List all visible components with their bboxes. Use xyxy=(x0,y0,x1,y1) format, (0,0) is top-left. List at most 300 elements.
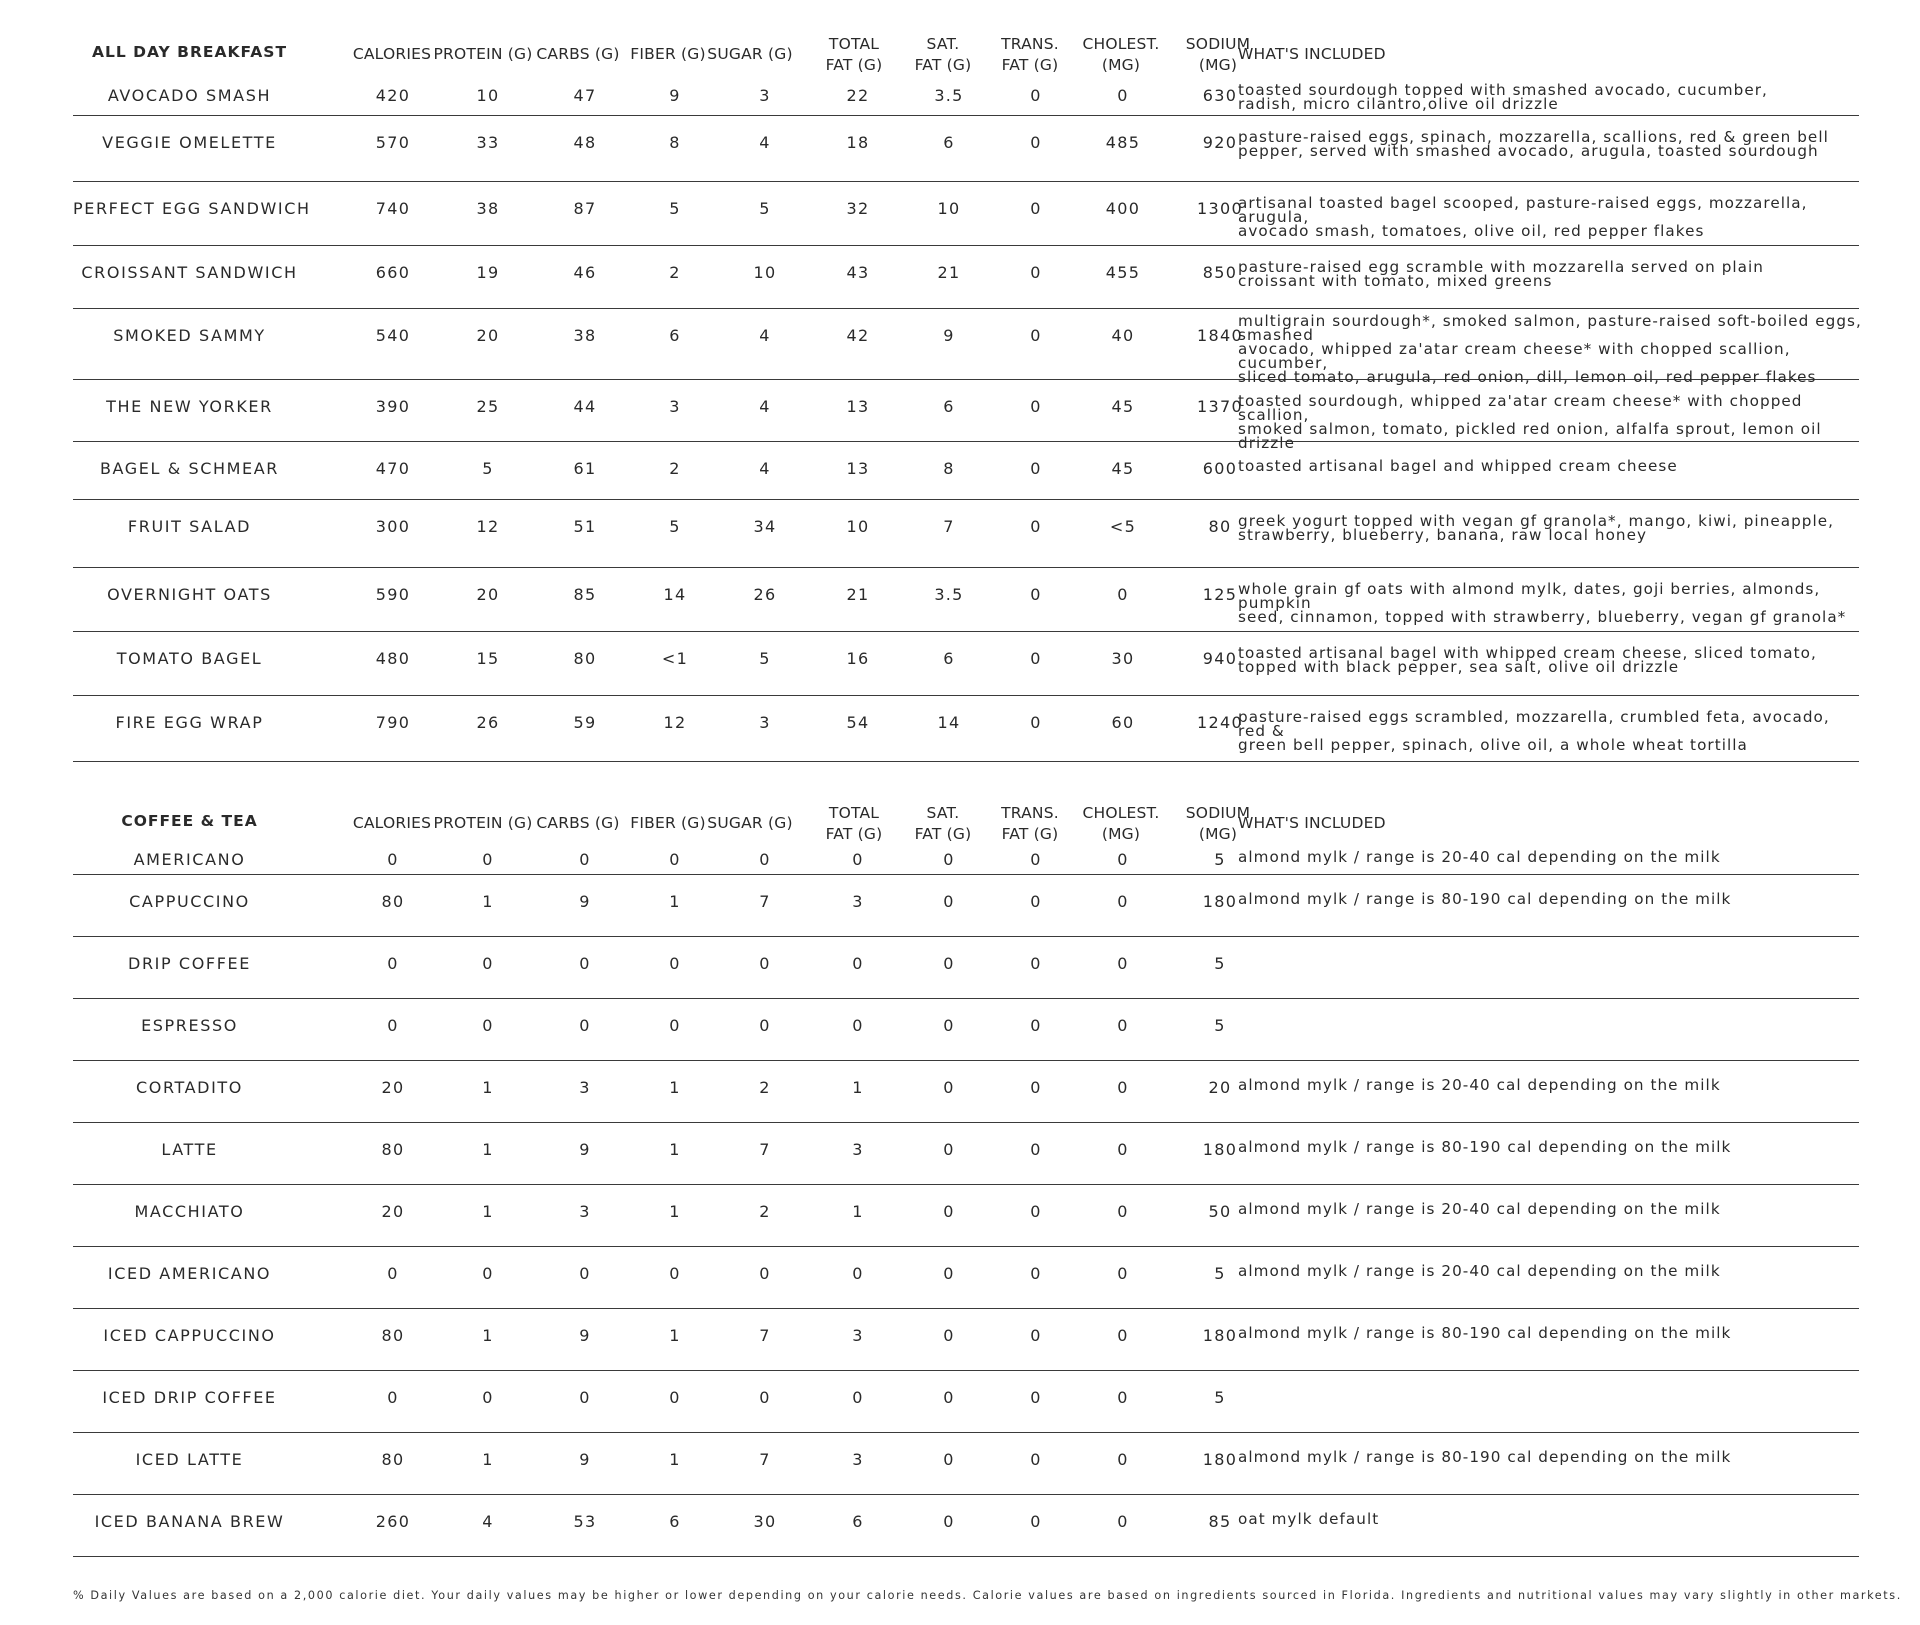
cell-fiber: 8 xyxy=(669,133,681,152)
column-header-line: (MG) xyxy=(1101,825,1141,843)
cell-protein: 0 xyxy=(482,1388,494,1407)
cell-sodium: 50 xyxy=(1208,1202,1232,1221)
cell-sodium: 920 xyxy=(1202,133,1238,152)
cell-fat: 0 xyxy=(852,1264,864,1283)
cell-sodium: 5 xyxy=(1214,1388,1226,1407)
cell-sat: 0 xyxy=(943,1450,955,1469)
item-name: TOMATO BAGEL xyxy=(116,649,263,668)
description-line: toasted sourdough topped with smashed avocado, cucumber, xyxy=(1238,81,1768,99)
item-name: ICED DRIP COFFEE xyxy=(102,1388,277,1407)
cell-protein: 0 xyxy=(482,954,494,973)
description-line: artisanal toasted bagel scooped, pasture-raised eggs, mozzarella, arugula, xyxy=(1238,194,1808,226)
cell-fiber: 5 xyxy=(669,199,681,218)
cell-sodium: 1840 xyxy=(1197,326,1243,345)
cell-sodium: 125 xyxy=(1202,585,1238,604)
column-header-line: (MG) xyxy=(1198,825,1238,843)
cell-sat: 0 xyxy=(943,1202,955,1221)
cell-fat: 21 xyxy=(846,585,870,604)
cell-sodium: 1240 xyxy=(1197,713,1243,732)
cell-sodium: 1300 xyxy=(1197,199,1243,218)
cell-cal: 740 xyxy=(375,199,411,218)
cell-trans: 0 xyxy=(1030,1016,1042,1035)
cell-sodium: 80 xyxy=(1208,517,1232,536)
cell-chol: 0 xyxy=(1117,1264,1129,1283)
item-name: FIRE EGG WRAP xyxy=(115,713,264,732)
cell-chol: 485 xyxy=(1105,133,1141,152)
cell-cal: 20 xyxy=(381,1078,405,1097)
cell-sodium: 85 xyxy=(1208,1512,1232,1531)
table-row xyxy=(73,1060,1859,1123)
cell-sodium: 5 xyxy=(1214,954,1226,973)
cell-protein: 19 xyxy=(476,263,500,282)
cell-protein: 20 xyxy=(476,326,500,345)
cell-sodium: 180 xyxy=(1202,1140,1238,1159)
cell-cal: 390 xyxy=(375,397,411,416)
cell-fat: 32 xyxy=(846,199,870,218)
description-line: almond mylk / range is 20-40 cal depending on the milk xyxy=(1238,848,1721,866)
table-row xyxy=(73,72,1859,116)
description-line: topped with black pepper, sea salt, olive oil drizzle xyxy=(1238,658,1680,676)
cell-carbs: 87 xyxy=(573,199,597,218)
table-row xyxy=(73,181,1859,246)
item-description xyxy=(1238,710,1863,752)
description-line: almond mylk / range is 80-190 cal depending on the milk xyxy=(1238,1448,1732,1466)
cell-fat: 1 xyxy=(852,1202,864,1221)
cell-sugar: 0 xyxy=(759,1264,771,1283)
cell-sat: 10 xyxy=(937,199,961,218)
cell-sat: 0 xyxy=(943,850,955,869)
table-row xyxy=(73,115,1859,182)
description-line: almond mylk / range is 80-190 cal depending on the milk xyxy=(1238,1324,1732,1342)
cell-sodium: 630 xyxy=(1202,86,1238,105)
description-line: croissant with tomato, mixed greens xyxy=(1238,272,1553,290)
cell-cal: 480 xyxy=(375,649,411,668)
cell-trans: 0 xyxy=(1030,649,1042,668)
column-header-fiber: FIBER (G) xyxy=(630,814,706,832)
cell-chol: 0 xyxy=(1117,1450,1129,1469)
column-header-line: FAT (G) xyxy=(825,825,883,843)
cell-carbs: 44 xyxy=(573,397,597,416)
cell-chol: 45 xyxy=(1111,459,1135,478)
section-title: ALL DAY BREAKFAST xyxy=(91,43,288,61)
cell-sat: 3.5 xyxy=(934,585,964,604)
cell-fiber: 2 xyxy=(669,263,681,282)
description-line: whole grain gf oats with almond mylk, dates, goji berries, almonds, pumpkin xyxy=(1238,580,1821,612)
item-name: LATTE xyxy=(161,1140,218,1159)
cell-sat: 7 xyxy=(943,517,955,536)
cell-trans: 0 xyxy=(1030,1388,1042,1407)
cell-carbs: 85 xyxy=(573,585,597,604)
table-row xyxy=(73,1370,1859,1433)
cell-trans: 0 xyxy=(1030,1326,1042,1345)
item-description xyxy=(1238,1326,1863,1340)
cell-fiber: 1 xyxy=(669,1078,681,1097)
cell-carbs: 80 xyxy=(573,649,597,668)
cell-protein: 26 xyxy=(476,713,500,732)
cell-fiber: 6 xyxy=(669,1512,681,1531)
cell-fiber: 1 xyxy=(669,892,681,911)
description-line: oat mylk default xyxy=(1238,1510,1380,1528)
table-row xyxy=(73,1432,1859,1495)
cell-sat: 0 xyxy=(943,1078,955,1097)
cell-sugar: 5 xyxy=(759,199,771,218)
cell-protein: 38 xyxy=(476,199,500,218)
description-line: avocado, whipped za'atar cream cheese* with chopped scallion, cucumber, xyxy=(1238,340,1791,372)
description-line: almond mylk / range is 80-190 cal depending on the milk xyxy=(1238,890,1732,908)
cell-sat: 0 xyxy=(943,1264,955,1283)
cell-sat: 14 xyxy=(937,713,961,732)
cell-cal: 20 xyxy=(381,1202,405,1221)
column-header-carbs: CARBS (G) xyxy=(536,45,620,63)
item-name: BAGEL & SCHMEAR xyxy=(99,459,280,478)
cell-sat: 0 xyxy=(943,954,955,973)
table-row xyxy=(73,1246,1859,1309)
cell-cal: 790 xyxy=(375,713,411,732)
cell-fiber: 3 xyxy=(669,397,681,416)
item-name: CROISSANT SANDWICH xyxy=(81,263,298,282)
cell-sodium: 5 xyxy=(1214,850,1226,869)
cell-fat: 3 xyxy=(852,1326,864,1345)
column-header-line: SODIUM xyxy=(1185,35,1251,53)
cell-fat: 16 xyxy=(846,649,870,668)
description-line: avocado smash, tomatoes, olive oil, red pepper flakes xyxy=(1238,222,1705,240)
cell-chol: 455 xyxy=(1105,263,1141,282)
cell-sugar: 4 xyxy=(759,133,771,152)
cell-fat: 54 xyxy=(846,713,870,732)
item-name: MACCHIATO xyxy=(134,1202,245,1221)
item-description xyxy=(1238,314,1863,384)
column-header-line: CHOLEST. xyxy=(1082,804,1160,822)
cell-fiber: <1 xyxy=(661,649,689,668)
cell-carbs: 0 xyxy=(579,1388,591,1407)
cell-fat: 6 xyxy=(852,1512,864,1531)
cell-cal: 0 xyxy=(387,1388,399,1407)
cell-trans: 0 xyxy=(1030,326,1042,345)
cell-protein: 1 xyxy=(482,1202,494,1221)
cell-fat: 43 xyxy=(846,263,870,282)
item-name: AMERICANO xyxy=(133,850,246,869)
cell-cal: 420 xyxy=(375,86,411,105)
cell-sugar: 7 xyxy=(759,1326,771,1345)
cell-fat: 13 xyxy=(846,459,870,478)
cell-cal: 570 xyxy=(375,133,411,152)
item-description xyxy=(1238,1264,1863,1278)
cell-sodium: 1370 xyxy=(1197,397,1243,416)
column-header-line: FAT (G) xyxy=(914,825,972,843)
cell-fiber: 0 xyxy=(669,850,681,869)
cell-trans: 0 xyxy=(1030,199,1042,218)
cell-sugar: 10 xyxy=(753,263,777,282)
cell-chol: 60 xyxy=(1111,713,1135,732)
column-header-calories: CALORIES xyxy=(352,814,432,832)
cell-fat: 3 xyxy=(852,892,864,911)
item-name: ICED LATTE xyxy=(135,1450,244,1469)
description-line: seed, cinnamon, topped with strawberry, blueberry, vegan gf granola* xyxy=(1238,608,1847,626)
cell-sugar: 4 xyxy=(759,326,771,345)
cell-sat: 6 xyxy=(943,397,955,416)
cell-protein: 1 xyxy=(482,892,494,911)
cell-sodium: 940 xyxy=(1202,649,1238,668)
table-row xyxy=(73,499,1859,568)
table-row xyxy=(73,841,1859,875)
cell-sugar: 7 xyxy=(759,892,771,911)
table-row xyxy=(73,1122,1859,1185)
cell-sugar: 2 xyxy=(759,1078,771,1097)
cell-chol: 30 xyxy=(1111,649,1135,668)
cell-protein: 12 xyxy=(476,517,500,536)
cell-carbs: 3 xyxy=(579,1202,591,1221)
column-header-sat-fat xyxy=(893,803,993,845)
item-name: CORTADITO xyxy=(135,1078,243,1097)
item-name: PERFECT EGG SANDWICH xyxy=(73,199,311,218)
column-header-line: FAT (G) xyxy=(825,56,883,74)
cell-fat: 10 xyxy=(846,517,870,536)
cell-carbs: 9 xyxy=(579,1326,591,1345)
cell-chol: 0 xyxy=(1117,954,1129,973)
cell-cal: 80 xyxy=(381,1326,405,1345)
item-description xyxy=(1238,1202,1863,1216)
cell-chol: 0 xyxy=(1117,1512,1129,1531)
description-line: multigrain sourdough*, smoked salmon, pasture-raised soft-boiled eggs, smashed xyxy=(1238,312,1862,344)
cell-chol: 0 xyxy=(1117,1202,1129,1221)
cell-sugar: 34 xyxy=(753,517,777,536)
column-header-fiber: FIBER (G) xyxy=(630,45,706,63)
cell-fat: 3 xyxy=(852,1450,864,1469)
cell-trans: 0 xyxy=(1030,1450,1042,1469)
cell-protein: 0 xyxy=(482,850,494,869)
item-description xyxy=(1238,1512,1863,1526)
table-row xyxy=(73,936,1859,999)
description-line: green bell pepper, spinach, olive oil, a whole wheat tortilla xyxy=(1238,736,1748,754)
cell-carbs: 47 xyxy=(573,86,597,105)
description-line: toasted sourdough, whipped za'atar cream cheese* with chopped scallion, xyxy=(1238,392,1803,424)
cell-sugar: 30 xyxy=(753,1512,777,1531)
cell-trans: 0 xyxy=(1030,459,1042,478)
cell-fiber: 6 xyxy=(669,326,681,345)
column-header-calories: CALORIES xyxy=(352,45,432,63)
cell-chol: 0 xyxy=(1117,86,1129,105)
cell-sugar: 0 xyxy=(759,1388,771,1407)
cell-cal: 260 xyxy=(375,1512,411,1531)
cell-protein: 25 xyxy=(476,397,500,416)
cell-protein: 5 xyxy=(482,459,494,478)
cell-sat: 0 xyxy=(943,892,955,911)
cell-protein: 0 xyxy=(482,1016,494,1035)
cell-sugar: 3 xyxy=(759,713,771,732)
cell-fiber: 0 xyxy=(669,1264,681,1283)
column-header-line: CHOLEST. xyxy=(1082,35,1160,53)
item-description xyxy=(1238,130,1863,158)
cell-protein: 33 xyxy=(476,133,500,152)
table-row xyxy=(73,441,1859,500)
cell-chol: 45 xyxy=(1111,397,1135,416)
cell-protein: 1 xyxy=(482,1326,494,1345)
cell-fat: 13 xyxy=(846,397,870,416)
cell-trans: 0 xyxy=(1030,397,1042,416)
item-name: ICED AMERICANO xyxy=(107,1264,272,1283)
column-header-line: SAT. xyxy=(926,804,960,822)
cell-fat: 42 xyxy=(846,326,870,345)
cell-sat: 0 xyxy=(943,1388,955,1407)
cell-carbs: 46 xyxy=(573,263,597,282)
cell-fat: 0 xyxy=(852,850,864,869)
cell-fat: 0 xyxy=(852,1388,864,1407)
cell-sugar: 5 xyxy=(759,649,771,668)
cell-sat: 3.5 xyxy=(934,86,964,105)
item-name: OVERNIGHT OATS xyxy=(107,585,272,604)
cell-sugar: 4 xyxy=(759,397,771,416)
item-description xyxy=(1238,1140,1863,1154)
cell-carbs: 0 xyxy=(579,1016,591,1035)
item-name: VEGGIE OMELETTE xyxy=(102,133,277,152)
description-line: pasture-raised eggs scrambled, mozzarella, crumbled feta, avocado, red & xyxy=(1238,708,1830,740)
cell-fat: 0 xyxy=(852,954,864,973)
cell-trans: 0 xyxy=(1030,86,1042,105)
cell-carbs: 51 xyxy=(573,517,597,536)
cell-carbs: 53 xyxy=(573,1512,597,1531)
description-line: pasture-raised egg scramble with mozzarella served on plain xyxy=(1238,258,1764,276)
column-header-sat-fat xyxy=(893,34,993,76)
cell-carbs: 9 xyxy=(579,1140,591,1159)
item-name: CAPPUCCINO xyxy=(129,892,250,911)
cell-trans: 0 xyxy=(1030,1512,1042,1531)
cell-cal: 660 xyxy=(375,263,411,282)
cell-sat: 8 xyxy=(943,459,955,478)
item-description xyxy=(1238,850,1863,864)
description-line: toasted artisanal bagel with whipped cream cheese, sliced tomato, xyxy=(1238,644,1817,662)
cell-carbs: 0 xyxy=(579,954,591,973)
cell-sugar: 3 xyxy=(759,86,771,105)
description-line: almond mylk / range is 20-40 cal depending on the milk xyxy=(1238,1262,1721,1280)
cell-trans: 0 xyxy=(1030,263,1042,282)
cell-trans: 0 xyxy=(1030,1140,1042,1159)
cell-sugar: 7 xyxy=(759,1450,771,1469)
item-description xyxy=(1238,892,1863,906)
cell-sugar: 0 xyxy=(759,954,771,973)
section-title: COFFEE & TEA xyxy=(121,812,258,830)
cell-sat: 9 xyxy=(943,326,955,345)
column-header-line: (MG) xyxy=(1101,56,1141,74)
cell-sodium: 180 xyxy=(1202,1450,1238,1469)
column-header-cholest xyxy=(1066,34,1176,76)
cell-trans: 0 xyxy=(1030,892,1042,911)
cell-sugar: 4 xyxy=(759,459,771,478)
cell-sat: 21 xyxy=(937,263,961,282)
cell-fiber: 5 xyxy=(669,517,681,536)
cell-fiber: 1 xyxy=(669,1326,681,1345)
column-header-line: FAT (G) xyxy=(1001,56,1059,74)
description-line: toasted artisanal bagel and whipped cream cheese xyxy=(1238,457,1678,475)
cell-sat: 0 xyxy=(943,1140,955,1159)
column-header-line: TOTAL xyxy=(828,35,880,53)
cell-cal: 300 xyxy=(375,517,411,536)
cell-trans: 0 xyxy=(1030,133,1042,152)
cell-fiber: 14 xyxy=(663,585,687,604)
column-header-carbs: CARBS (G) xyxy=(536,814,620,832)
cell-sat: 0 xyxy=(943,1016,955,1035)
column-header-line: TRANS. xyxy=(1001,35,1059,53)
cell-sodium: 20 xyxy=(1208,1078,1232,1097)
cell-chol: 0 xyxy=(1117,850,1129,869)
cell-fat: 22 xyxy=(846,86,870,105)
cell-sugar: 2 xyxy=(759,1202,771,1221)
cell-sat: 6 xyxy=(943,133,955,152)
column-header-line: (MG) xyxy=(1198,56,1238,74)
table-row xyxy=(73,1184,1859,1247)
cell-cal: 590 xyxy=(375,585,411,604)
column-header-protein: PROTEIN (G) xyxy=(433,814,533,832)
column-header-sugar: SUGAR (G) xyxy=(707,45,793,63)
description-line: almond mylk / range is 20-40 cal depending on the milk xyxy=(1238,1076,1721,1094)
column-header-included: WHAT'S INCLUDED xyxy=(1238,45,1386,63)
description-line: sliced tomato, arugula, red onion, dill, lemon oil, red pepper flakes xyxy=(1238,368,1817,386)
cell-cal: 540 xyxy=(375,326,411,345)
cell-carbs: 61 xyxy=(573,459,597,478)
cell-fiber: 1 xyxy=(669,1450,681,1469)
column-header-trans-fat xyxy=(980,803,1080,845)
description-line: strawberry, blueberry, banana, raw local honey xyxy=(1238,526,1648,544)
column-header-line: FAT (G) xyxy=(914,56,972,74)
cell-fiber: 2 xyxy=(669,459,681,478)
cell-sugar: 7 xyxy=(759,1140,771,1159)
cell-carbs: 0 xyxy=(579,850,591,869)
cell-cal: 470 xyxy=(375,459,411,478)
item-description xyxy=(1238,582,1863,624)
item-description xyxy=(1238,646,1863,674)
cell-chol: 0 xyxy=(1117,1326,1129,1345)
column-header-line: SAT. xyxy=(926,35,960,53)
cell-cal: 0 xyxy=(387,1016,399,1035)
item-description xyxy=(1238,83,1863,111)
item-name: SMOKED SAMMY xyxy=(113,326,266,345)
description-line: smoked salmon, tomato, pickled red onion, alfalfa sprout, lemon oil drizzle xyxy=(1238,420,1822,452)
cell-protein: 1 xyxy=(482,1140,494,1159)
cell-chol: 0 xyxy=(1117,1016,1129,1035)
cell-cal: 80 xyxy=(381,1140,405,1159)
column-header-line: TRANS. xyxy=(1001,804,1059,822)
column-header-line: TOTAL xyxy=(828,804,880,822)
cell-fat: 3 xyxy=(852,1140,864,1159)
cell-sugar: 0 xyxy=(759,850,771,869)
cell-sat: 0 xyxy=(943,1326,955,1345)
cell-protein: 20 xyxy=(476,585,500,604)
cell-sodium: 180 xyxy=(1202,1326,1238,1345)
cell-sat: 0 xyxy=(943,1512,955,1531)
cell-carbs: 38 xyxy=(573,326,597,345)
cell-fiber: 12 xyxy=(663,713,687,732)
cell-chol: 0 xyxy=(1117,1078,1129,1097)
cell-trans: 0 xyxy=(1030,850,1042,869)
item-name: ESPRESSO xyxy=(141,1016,238,1035)
cell-sodium: 5 xyxy=(1214,1016,1226,1035)
cell-sat: 6 xyxy=(943,649,955,668)
column-header-line: SODIUM xyxy=(1185,804,1251,822)
cell-trans: 0 xyxy=(1030,517,1042,536)
cell-chol: 400 xyxy=(1105,199,1141,218)
description-line: radish, micro cilantro,olive oil drizzle xyxy=(1238,95,1559,113)
table-row xyxy=(73,874,1859,937)
cell-protein: 0 xyxy=(482,1264,494,1283)
table-row xyxy=(73,998,1859,1061)
cell-carbs: 0 xyxy=(579,1264,591,1283)
table-row xyxy=(73,308,1862,386)
cell-fiber: 0 xyxy=(669,1016,681,1035)
cell-protein: 10 xyxy=(476,86,500,105)
description-line: greek yogurt topped with vegan gf granola*, mango, kiwi, pineapple, xyxy=(1238,512,1835,530)
cell-chol: 0 xyxy=(1117,892,1129,911)
item-name: FRUIT SALAD xyxy=(127,517,252,536)
cell-fiber: 0 xyxy=(669,1388,681,1407)
